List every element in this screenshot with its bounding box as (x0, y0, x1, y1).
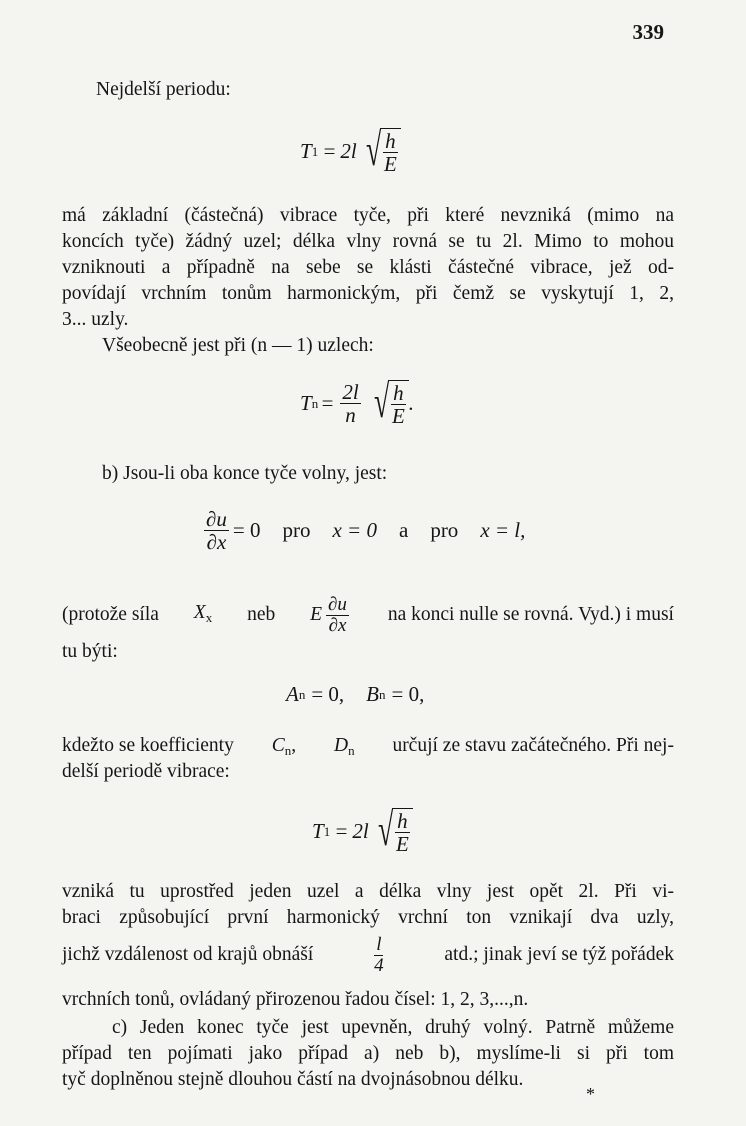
text-line-1: Nejdelší periodu: (96, 79, 231, 100)
square-root: √ $\frac{h}{E}$ (369, 380, 409, 427)
text-line-14: braci způsobující první harmonický vrchní ton vznikají dva uzly, (62, 907, 674, 928)
formula-coefficients-zero: A n = 0, B n = 0, (286, 682, 425, 706)
text-line-7: Všeobecně jest při (n — 1) uzlech: (102, 335, 374, 356)
text-line-9: (protože síla $X_x$ neb E $\frac{\partial u}{\partial x}$ na konci nulle se rovná. Vyd.) i musí (62, 593, 674, 636)
square-root: √ $\frac{h}{E}$ (373, 808, 413, 855)
text-line-8: b) Jsou-li oba konce tyče volny, jest: (102, 463, 388, 484)
text-line-4: vzniknouti a případně na sebe se klásti částečné vibrace, jež od- (62, 257, 674, 278)
footer-mark: * (586, 1084, 595, 1104)
page-number: 339 (632, 20, 664, 44)
formula-boundary-free: $\frac{\partial u}{\partial x}$ = 0 pro x = 0 a pro x = l, (206, 507, 526, 554)
text-line-3: koncích tyče) žádný uzel; délka vlny rovná se tu 2l. Mimo to mohou (62, 231, 674, 252)
square-root: √ $\frac{h}{E}$ (361, 128, 401, 175)
formula-period-t1-free: T 1 = 2l √ $\frac{h}{E}$ (312, 808, 413, 855)
formula-period-t1: T 1 = 2l √ $\frac{h}{E}$ (300, 128, 401, 175)
text-line-19: tyč doplněnou stejně dlouhou částí na dvojnásobnou délku. (62, 1069, 524, 1090)
formula-period-tn: T n = $\frac{2l}{n}$ √ $\frac{h}{E}$ . (300, 376, 415, 428)
text-line-17: c) Jeden konec tyče jest upevněn, druhý volný. Patrně můžeme (112, 1017, 674, 1038)
text-line-11: kdežto se koefficienty $C_n$, $D_n$ určují ze stavu začátečného. Při nej- (62, 735, 674, 758)
text-line-5: povídají vrchním tonům harmonickým, při čemž se vyskytují 1, 2, (62, 283, 674, 304)
text-line-13: vzniká tu uprostřed jeden uzel a délka vlny jest opět 2l. Při vi- (62, 881, 674, 902)
text-line-16: vrchních tonů, ovládaný přirozenou řadou čísel: 1, 2, 3,...,n. (62, 989, 529, 1010)
text-line-2: má základní (částečná) vibrace tyče, při které nevzniká (mimo na (62, 205, 674, 226)
text-line-6: 3... uzly. (62, 309, 129, 330)
text-line-18: případ ten pojímati jako případ a) neb b), myslíme-li si při tom (62, 1043, 674, 1064)
text-line-15: jichž vzdálenost od krajů obnáší $\frac{l}{4}$ atd.; jinak jeví se týž pořádek (62, 933, 674, 976)
text-line-10: tu býti: (62, 641, 118, 662)
text-line-12: delší periodě vibrace: (62, 761, 230, 782)
